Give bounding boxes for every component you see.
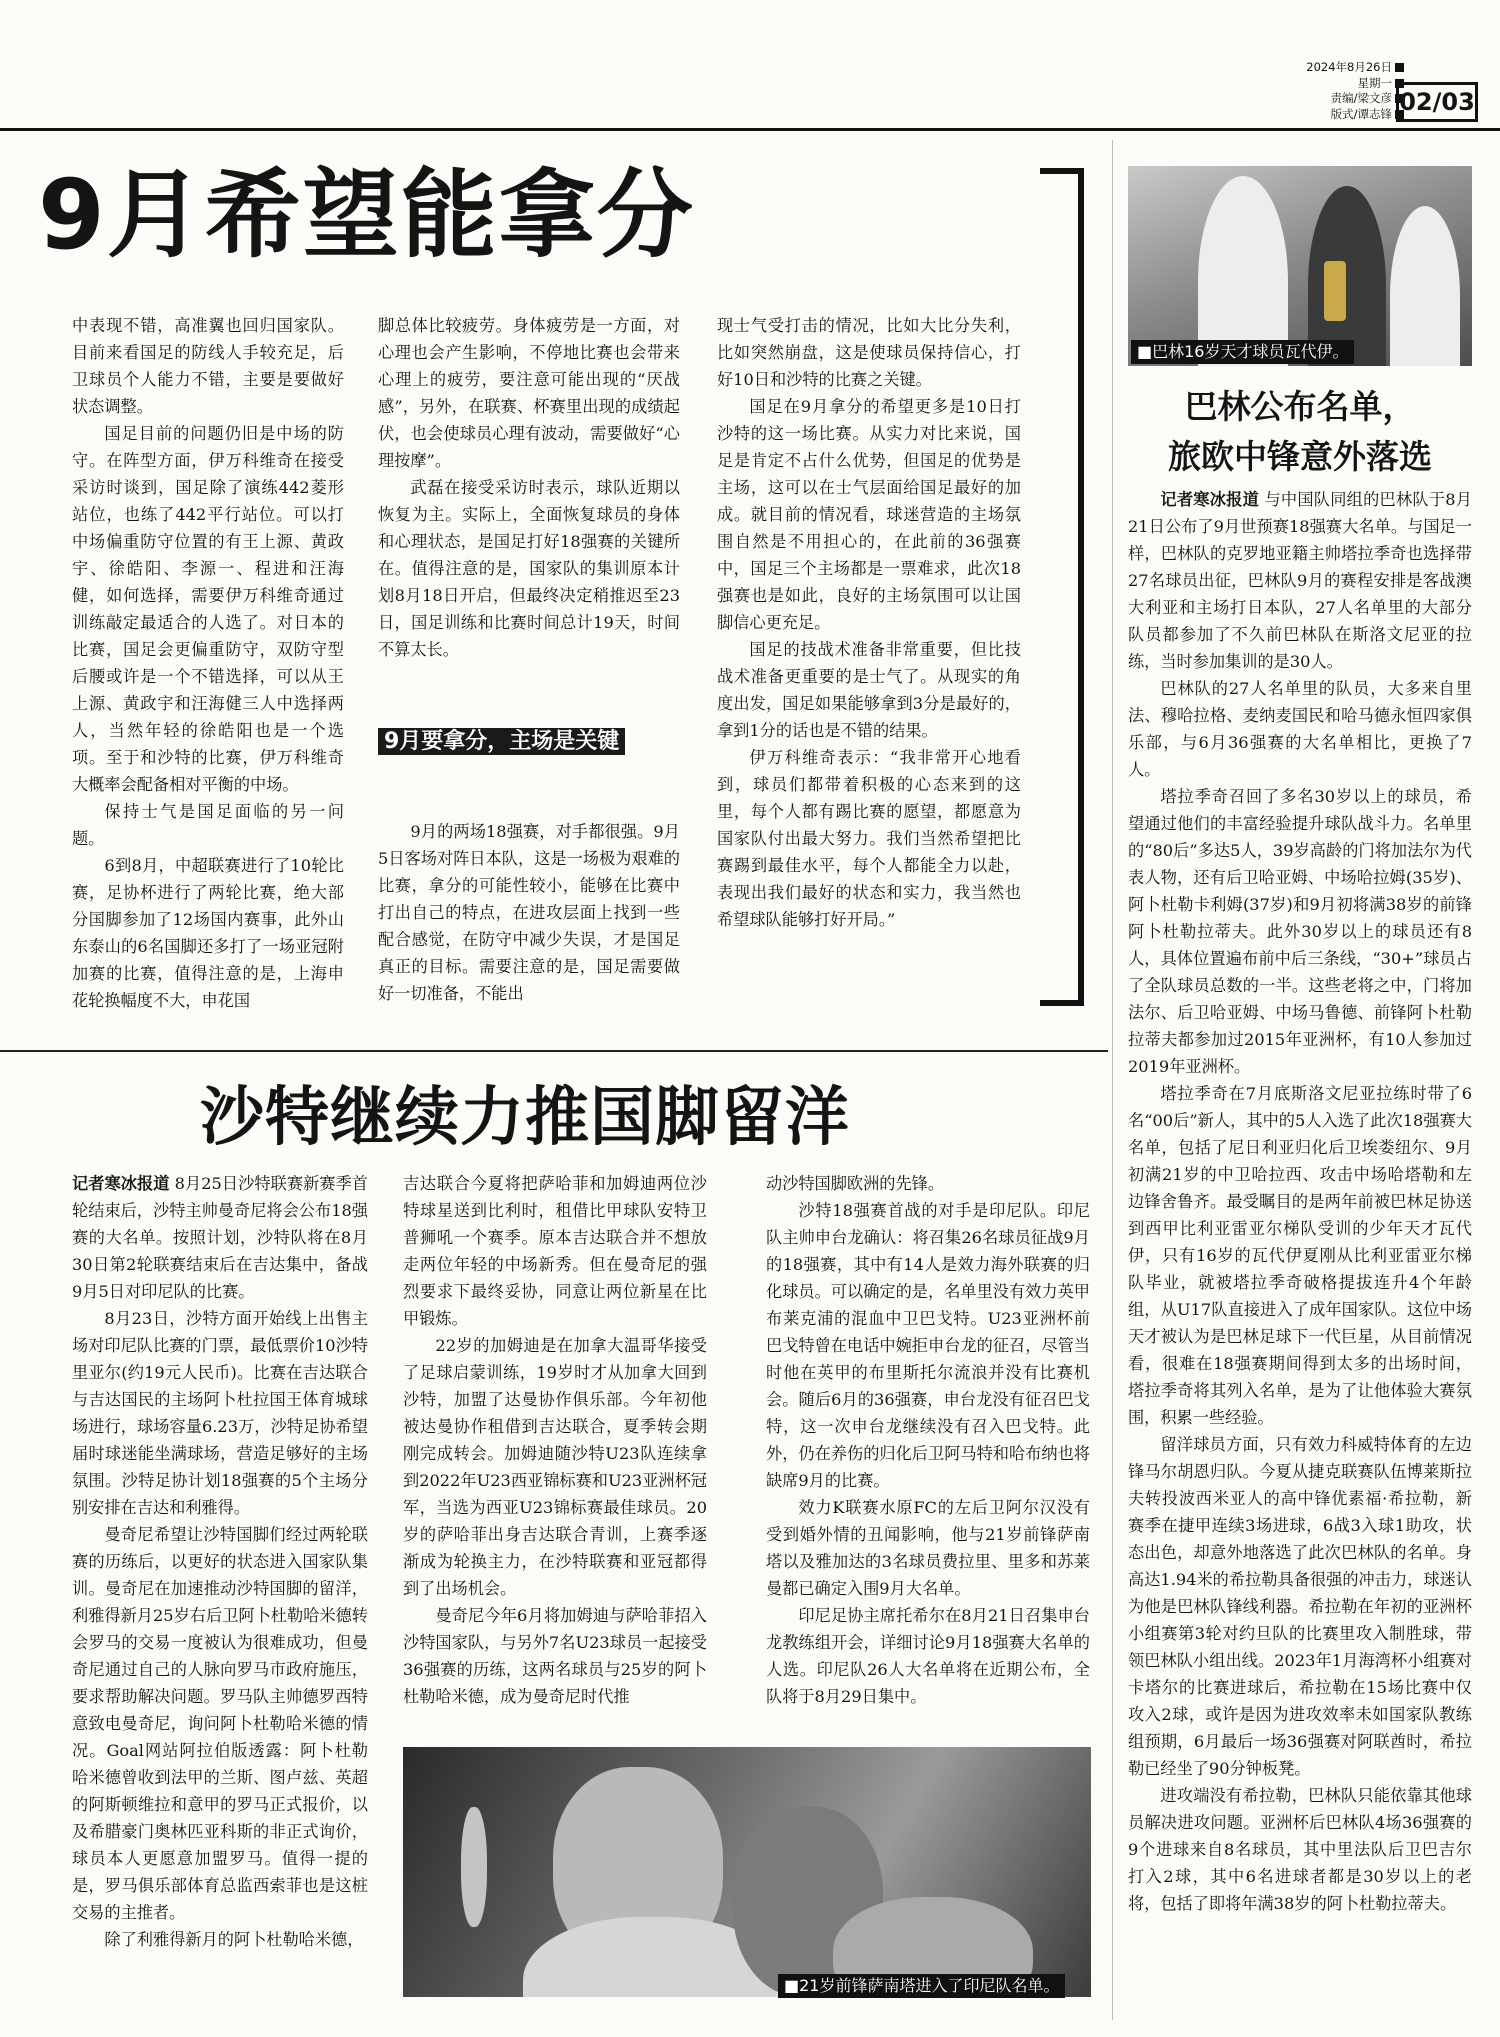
paragraph (72, 1170, 368, 1305)
section-divider (0, 1050, 1108, 1052)
article3-headline (1128, 382, 1472, 482)
paragraph-text: 与中国队同组的巴林队于8月21日公布了9月世预赛18强赛大名单。与国足一样，巴林队的克罗地亚籍主帅塔拉季奇也选择带27名球员出征，巴林队9月的赛程安排是客战澳大利亚和主场打日本队，27人名单里的大部分队员都参加了不久前巴林队在斯洛文尼亚的拉练，当时参加集训的是30人。 (1128, 490, 1472, 671)
paragraph: 国足目前的问题仍旧是中场的防守。在阵型方面，伊万科维奇在接受采访时谈到，国足除了演练442菱形站位，也练了442平行站位。可以打中场偏重防守位置的有王上源、黄政宇、徐皓阳、李源一、程进和汪海健，如何选择，需要伊万科维奇通过训练敲定最适合的人选了。对日本的比赛，国足会更偏重防守，双防守型后腰或许是一个不错选择，可以从王上源、黄政宇和汪海健三人中选择两人，当然年轻的徐皓阳也是一个选项。至于和沙特的比赛，伊万科维奇大概率会配备相对平衡的中场。 (72, 424, 344, 794)
photo-caption: ■21岁前锋萨南塔进入了印尼队名单。 (778, 1974, 1065, 1998)
paragraph: 巴林队的27人名单里的队员，大多来自里法、穆哈拉格、麦纳麦国民和哈马德永恒四家俱乐部，与6月36强赛的大名单相比，更换了7人。 (1128, 679, 1472, 779)
article2-col2 (403, 1170, 707, 1740)
article2-headline: 沙特继续力推国脚留洋 (200, 1081, 850, 1155)
paragraph: 脚总体比较疲劳。身体疲劳是一方面，对心理也会产生影响，不停地比赛也会带来心理上的疲劳，要注意可能出现的“厌战感”，另外，在联赛、杯赛里出现的成绩起伏，也会使球员心理有波动，需要做好“心理按摩”。 (378, 316, 680, 470)
article2-col3 (766, 1170, 1090, 1740)
paragraph: 伊万科维奇表示：“我非常开心地看到，球员们都带着积极的心态来到的这里，每个人都有踢比赛的愿望，都愿意为国家队付出最大努力。我们当然希望把比赛踢到最佳水平，每个人都能全力以赴，表现出我们最好的状态和实力，我当然也希望球队能够打好开局。” (717, 748, 1021, 929)
paragraph: 8月23日，沙特方面开始线上出售主场对印尼队比赛的门票，最低票价10沙特里亚尔(约19元人民币)。比赛在吉达联合与吉达国民的主场阿卜杜拉国王体育城球场进行，球场容量6.23万，沙特足协希望届时球迷能坐满球场，营造足够好的主场氛围。沙特足协计划18强赛的5个主场分别安排在吉达和利雅得。 (72, 1309, 368, 1517)
paragraph: 塔拉季奇召回了多名30岁以上的球员，希望通过他们的丰富经验提升球队战斗力。名单里的“80后”多达5人，39岁高龄的门将加法尔为代表人物，还有后卫哈亚姆、中场哈拉姆(35岁)、阿卜杜勒卡利姆(37岁)和9月初将满38岁的前锋阿卜杜勒拉蒂夫。此外30岁以上的球员还有8人，具体位置遍布前中后三条线，“30+”球员占了全队球员总数的一半。这些老将之中，门将加法尔、后卫哈亚姆、中场马鲁德、前锋阿卜杜勒拉蒂夫都参加过2015年亚洲杯，有10人参加过2019年亚洲杯。 (1128, 787, 1472, 1076)
article1-col2-top (378, 312, 680, 717)
header-layout-editor: 版式/谭志锋 (1330, 106, 1392, 121)
article1-col1 (72, 312, 344, 1042)
paragraph: 9月的两场18强赛，对手都很强。9月5日客场对阵日本队，这是一场极为艰难的比赛，拿分的可能性较小，能够在比赛中打出自己的特点，在进攻层面上找到一些配合感觉，在防守中减少失误，才是国足真正的目标。需要注意的是，国足需要做好一切准备，不能出 (378, 822, 680, 1003)
header-weekday: 星期一 (1357, 75, 1392, 90)
byline: 记者寒冰报道 (72, 1174, 170, 1193)
paragraph: 沙特18强赛首战的对手是印尼队。印尼队主帅申台龙确认：将召集26名球员征战9月的18强赛，其中有14人是效力海外联赛的归化球员。可以确定的是，名单里没有效力英甲布莱克浦的混血中卫巴戈特。U23亚洲杯前巴戈特曾在电话中婉拒申台龙的征召，尽管当时他在英甲的布里斯托尔流浪并没有比赛机会。随后6月的36强赛，申台龙没有征召巴戈特，这一次申台龙继续没有召入巴戈特。此外，仍在养伤的归化后卫阿马特和哈布纳也将缺席9月的比赛。 (766, 1201, 1090, 1490)
paragraph: 22岁的加姆迪是在加拿大温哥华接受了足球启蒙训练，19岁时才从加拿大回到沙特，加盟了达曼协作俱乐部。今年初他被达曼协作租借到吉达联合，夏季转会期刚完成转会。加姆迪随沙特U23队连续拿到2022年U23西亚锦标赛和U23亚洲杯冠军，当选为西亚U23锦标赛最佳球员。20岁的萨哈菲出身吉达联合青训，上赛季逐渐成为轮换主力，在沙特联赛和亚冠都得到了出场机会。 (403, 1336, 707, 1598)
article1-col2-bottom (378, 818, 680, 1043)
paragraph-text: 8月25日沙特联赛新赛季首轮结束后，沙特主帅曼奇尼将会公布18强赛的大名单。按照计划，沙特队将在8月30日第2轮联赛结束后在吉达集中，备战9月5日对印尼队的比赛。 (72, 1174, 368, 1301)
article1-headline: 9月希望能拿分 (38, 159, 695, 271)
article2-col1 (72, 1170, 368, 2015)
headline-line-1: 巴林公布名单， (1184, 387, 1416, 426)
subhead-text: 9月要拿分，主场是关键 (378, 728, 625, 755)
article1-subhead (378, 725, 678, 759)
paragraph: 武磊在接受采访时表示，球队近期以恢复为主。实际上，全面恢复球员的身体和心理状态，是国足打好18强赛的关键所在。值得注意的是，国家队的集训原本计划8月18日开启，但最终决定稍推迟至23日，国足训练和比赛时间总计19天，时间不算太长。 (378, 478, 680, 659)
paragraph: 现士气受打击的情况，比如大比分失利，比如突然崩盘，这是使球员保持信心，打好10日和沙特的比赛之关键。 (717, 316, 1021, 389)
paragraph: 国足的技战术准备非常重要，但比技战术准备更重要的是士气了。从现实的角度出发，国足如果能够拿到3分是最好的，拿到1分的话也是不错的结果。 (717, 640, 1021, 740)
column-rule (1112, 140, 1113, 2020)
header-editor: 责编/梁文彦 (1330, 91, 1392, 105)
paragraph: 动沙特国脚欧洲的先锋。 (766, 1174, 945, 1193)
article3-body (1128, 486, 1472, 2016)
paragraph: 印尼足协主席托希尔在8月21日召集申台龙教练组开会，详细讨论9月18强赛大名单的人选。印尼队26人大名单将在近期公布，全队将于8月29日集中。 (766, 1606, 1090, 1706)
paragraph: 塔拉季奇在7月底斯洛文尼亚拉练时带了6名“00后”新人，其中的5人入选了此次18强赛大名单，包括了尼日利亚归化后卫埃娄纽尔、9月初满21岁的中卫哈拉西、攻击中场哈塔勒和左边锋舍鲁齐。最受瞩目的是两年前被巴林足协送到西甲比利亚雷亚尔梯队受训的少年天才瓦代伊，只有16岁的瓦代伊夏刚从比利亚雷亚尔梯队毕业，就被塔拉季奇破格提拔连升4个年龄组，从U17队直接进入了成年国家队。这位中场天才被认为是巴林足球下一代巨星，从目前情况看，很难在18强赛期间得到太多的出场时间，塔拉季奇将其列入名单，是为了让他体验大赛氛围，积累一些经验。 (1128, 1084, 1472, 1427)
quote-bracket (1040, 168, 1084, 1006)
paragraph: 中表现不错，高准翼也回归国家队。目前来看国足的防线人手较充足，后卫球员个人能力不错，主要是要做好状态调整。 (72, 316, 344, 416)
byline: 记者寒冰报道 (1160, 490, 1260, 509)
paragraph (1128, 486, 1472, 675)
paragraph: 吉达联合今夏将把萨哈菲和加姆迪两位沙特球星送到比利时，租借比甲球队安特卫普狮吼一个赛季。原本吉达联合并不想放走两位年轻的中场新秀。但在曼奇尼的强烈要求下最终妥协，同意让两位新星在比甲锻炼。 (403, 1174, 707, 1328)
paragraph: 进攻端没有希拉勒，巴林队只能依靠其他球员解决进攻问题。亚洲杯后巴林队4场36强赛的9个进球来自8名球员，其中里法队后卫巴吉尔打入2球，其中6名进球者都是30岁以上的老将，包括了即将年满38岁的阿卜杜勒拉蒂夫。 (1128, 1786, 1472, 1913)
photo-player-celebration (403, 1747, 1091, 1997)
paragraph: 保持士气是国足面临的另一问题。 (72, 802, 344, 848)
paragraph: 6到8月，中超联赛进行了10轮比赛，足协杯进行了两轮比赛，绝大部分国脚参加了12场国内赛事，此外山东泰山的6名国脚还多打了一场亚冠附加赛的比赛，值得注意的是，上海申花轮换幅度不大，申花国 (72, 856, 344, 1010)
header-info (1214, 60, 1404, 122)
paragraph: 效力K联赛水原FC的左后卫阿尔汉没有受到婚外情的丑闻影响，他与21岁前锋萨南塔以及雅加达的3名球员费拉里、里多和苏莱曼都已确定入围9月大名单。 (766, 1498, 1090, 1598)
photo-bahrain-player (1128, 166, 1472, 366)
header-rule-right (1405, 128, 1500, 131)
page-number: 02/03 (1396, 82, 1478, 122)
header-date: 2024年8月26日 (1306, 60, 1392, 74)
paragraph: 曼奇尼希望让沙特国脚们经过两轮联赛的历练后，以更好的状态进入国家队集训。曼奇尼在加速推动沙特国脚的留洋，利雅得新月25岁右后卫阿卜杜勒哈米德转会罗马的交易一度被认为很难成功，但曼奇尼通过自己的人脉向罗马市政府施压，要求帮助解决问题。罗马队主帅德罗西特意致电曼奇尼，询问阿卜杜勒哈米德的情况。Goal网站阿拉伯版透露：阿卜杜勒哈米德曾收到法甲的兰斯、图卢兹、英超的阿斯顿维拉和意甲的罗马正式报价，以及希腊豪门奥林匹亚科斯的非正式询价，球员本人更愿意加盟罗马。值得一提的是，罗马俱乐部体育总监西索菲也是这桩交易的主推者。 (72, 1525, 368, 1922)
paragraph: 曼奇尼今年6月将加姆迪与萨哈菲招入沙特国家队，与另外7名U23球员一起接受36强赛的历练，这两名球员与25岁的阿卜杜勒哈米德，成为曼奇尼时代推 (403, 1606, 707, 1706)
paragraph: 除了利雅得新月的阿卜杜勒哈米德， (104, 1930, 364, 1949)
headline-line-2: 旅欧中锋意外落选 (1168, 437, 1432, 476)
header-rule (0, 128, 1405, 131)
paragraph: 国足在9月拿分的希望更多是10日打沙特的这一场比赛。从实力对比来说，国足是肯定不占什么优势，但国足的优势是主场，这可以在士气层面给国足最好的加成。就目前的情况看，球迷营造的主场氛围自然是不用担心的，在此前的36强赛中，国足三个主场都是一票难求，此次18强赛也是如此，良好的主场氛围可以让国脚信心更充足。 (717, 397, 1021, 632)
article1-col3 (717, 312, 1021, 1042)
paragraph: 留洋球员方面，只有效力科威特体育的左边锋马尔胡恩归队。今夏从捷克联赛队伍博莱斯拉夫转投波西米亚人的高中锋优素福·希拉勒，新赛季在捷甲连续3场进球，6战3入球1助攻，状态出色，却意外地落选了此次巴林队的名单。身高达1.94米的希拉勒具备很强的冲击力，球迷认为他是巴林队锋线利器。希拉勒在年初的亚洲杯小组赛第3轮对约旦队的比赛里攻入制胜球，带领巴林队小组出线。2023年1月海湾杯小组赛对卡塔尔的比赛进球后，希拉勒在15场比赛中仅攻入2球，或许是因为进攻效率未如国家队教练组预期，6月最后一场36强赛对阿联酋时，希拉勒已经坐了90分钟板凳。 (1128, 1435, 1472, 1778)
photo-caption: ■巴林16岁天才球员瓦代伊。 (1131, 340, 1354, 364)
